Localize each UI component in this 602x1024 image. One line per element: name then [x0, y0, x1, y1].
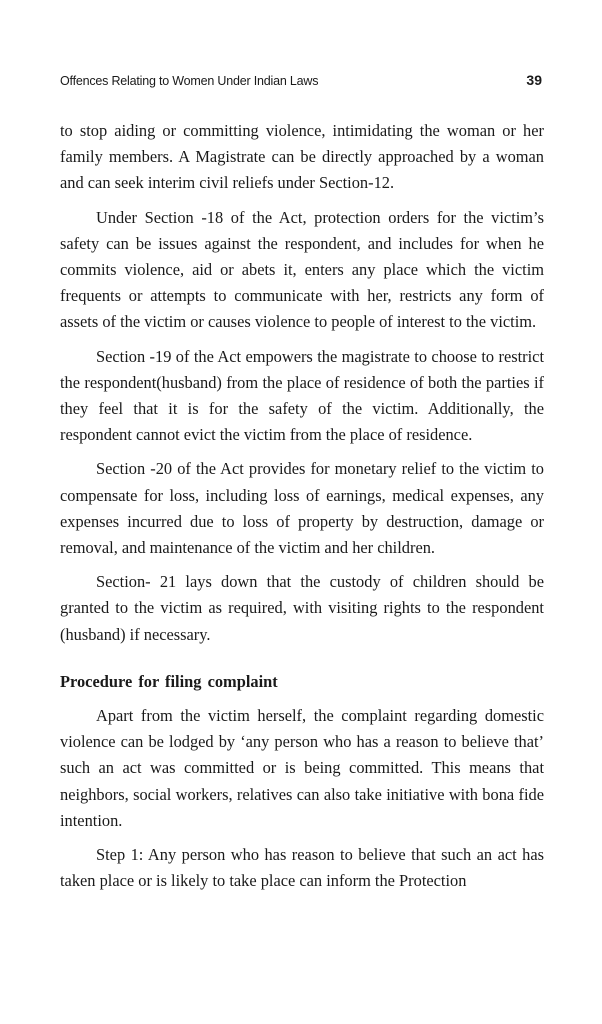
paragraph-continuation: to stop aiding or committing violence, intimidating the woman or her family members. A Magistrate can be directly approached by a woman and can seek interim civil reliefs under Section-12.	[60, 121, 544, 193]
paragraph-step-1: Step 1: Any person who has reason to believe that such an act has taken place or is likely to take place can inform the Protection	[60, 845, 544, 891]
paragraph-section-21: Section- 21 lays down that the custody of children should be granted to the victim as required, with visiting rights to the respondent (husband) if necessary.	[60, 572, 544, 644]
page-header	[60, 72, 542, 92]
paragraph-section-18: Under Section -18 of the Act, protection orders for the victim’s safety can be issues against the respondent, and includes for when he commits violence, aid or abets it, enters any place which the victim frequents or attempts to communicate with her, restricts any form of assets of the victim or causes violence to people of interest to the victim.	[60, 207, 544, 332]
paragraph-section-20: Section -20 of the Act provides for monetary relief to the victim to compensate for loss, including loss of earnings, medical expenses, any expenses incurred due to loss of property by destruction, damage or removal, and maintenance of the victim and her children.	[60, 459, 544, 558]
paragraph-complainant: Apart from the victim herself, the complaint regarding domestic violence can be lodged by ‘any person who has a reason to believe that’ such an act was committed or is being committed. This means that neighbors, social workers, relatives can also take initiative with bona fide intention.	[60, 706, 544, 830]
body-text	[60, 118, 544, 902]
running-head: Offences Relating to Women Under Indian Laws	[60, 74, 319, 88]
page-number: 39	[526, 72, 542, 88]
section-heading: Procedure for filing complaint	[60, 671, 278, 691]
paragraph-section-19: Section -19 of the Act empowers the magistrate to choose to restrict the respondent(husband) from the place of residence of both the parties if they feel that it is for the safety of the victim. Additionally, the respondent cannot evict the victim from the place of residence.	[60, 346, 544, 445]
